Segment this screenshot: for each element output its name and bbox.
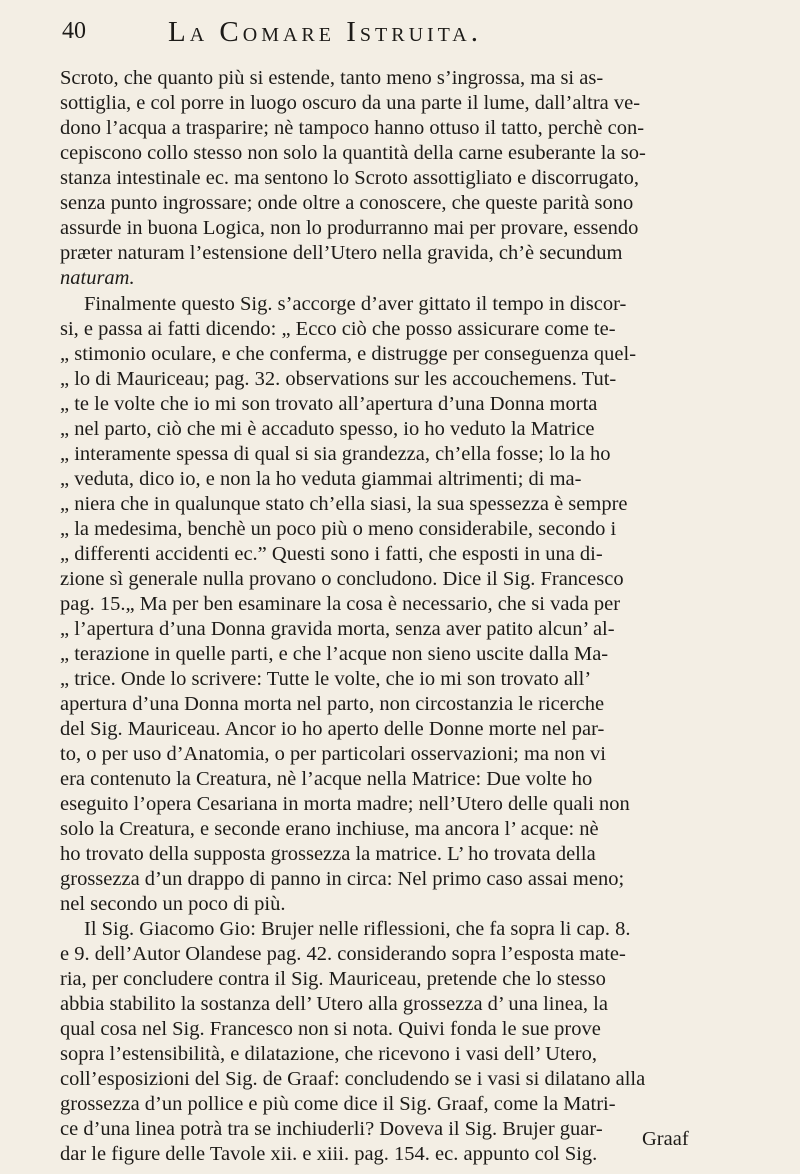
text-line: „ interamente spessa di qual si sia grandezza, ch’ella fosse; lo la ho: [60, 443, 611, 465]
catchword: Graaf: [642, 1128, 689, 1150]
text-line: naturam.: [60, 267, 135, 289]
text-line: grossezza d’un drappo di panno in circa: Nel primo caso assai meno;: [60, 868, 625, 890]
text-line: dar le figure delle Tavole xii. e xiii. pag. 154. ec. appunto col Sig.: [60, 1143, 598, 1165]
text-line: ho trovato della supposta grossezza la matrice. L’ ho trovata della: [60, 843, 596, 865]
text-line: zione sì generale nulla provano o concludono. Dice il Sig. Francesco: [60, 568, 624, 590]
text-line: to, o per uso d’Anatomia, o per particolari osservazioni; ma non vi: [60, 743, 606, 765]
text-line: sottiglia, e col porre in luogo oscuro da una parte il lume, dall’altra ve-: [60, 92, 641, 114]
text-line: „ niera che in qualunque stato ch’ella siasi, la sua spessezza è sempre: [60, 493, 628, 515]
text-line: „ te le volte che io mi son trovato all’apertura d’una Donna morta: [60, 393, 598, 415]
text-line: del Sig. Mauriceau. Ancor io ho aperto delle Donne morte nel par-: [60, 718, 605, 740]
page-header: [0, 18, 800, 58]
text-line: sopra l’estensibilità, e dilatazione, che ricevono i vasi dell’ Utero,: [60, 1043, 597, 1065]
text-line: eseguito l’opera Cesariana in morta madre; nell’Utero delle quali non: [60, 793, 630, 815]
running-head: La Comare Istruita.: [168, 16, 482, 48]
text-line: si, e passa ai fatti dicendo: „ Ecco ciò che posso assicurare come te-: [60, 318, 616, 340]
text-line: Il Sig. Giacomo Gio: Brujer nelle riflessioni, che fa sopra li cap. 8.: [84, 918, 631, 940]
page-number: 40: [62, 18, 86, 44]
text-line: qual cosa nel Sig. Francesco non si nota. Quivi fonda le sue prove: [60, 1018, 601, 1040]
text-line: grossezza d’un pollice e più come dice il Sig. Graaf, come la Matri-: [60, 1093, 616, 1115]
text-line: „ differenti accidenti ec.” Questi sono i fatti, che esposti in una di-: [60, 543, 603, 565]
body-text: [60, 64, 780, 1164]
text-line: „ stimonio oculare, e che conferma, e distrugge per conseguenza quel-: [60, 343, 637, 365]
text-line: „ trice. Onde lo scrivere: Tutte le volte, che io mi son trovato all’: [60, 668, 592, 690]
text-line: abbia stabilito la sostanza dell’ Utero alla grossezza d’ una linea, la: [60, 993, 608, 1015]
text-line: Scroto, che quanto più si estende, tanto meno s’ingrossa, ma si as-: [60, 67, 604, 89]
text-line: ce d’una linea potrà tra se inchiuderli? Doveva il Sig. Brujer guar-: [60, 1118, 603, 1140]
text-line: apertura d’una Donna morta nel parto, non circostanzia le ricerche: [60, 693, 605, 715]
text-line: e 9. dell’Autor Olandese pag. 42. considerando sopra l’esposta mate-: [60, 943, 626, 965]
text-line: stanza intestinale ec. ma sentono lo Scroto assottigliato e discorrugato,: [60, 167, 639, 189]
text-line: solo la Creatura, e seconde erano inchiuse, ma ancora l’ acque: nè: [60, 818, 599, 840]
text-line: senza punto ingrossare; onde oltre a conoscere, che queste parità sono: [60, 192, 634, 214]
text-line: assurde in buona Logica, non lo produrranno mai per provare, essendo: [60, 217, 639, 239]
text-line: „ veduta, dico io, e non la ho veduta giammai altrimenti; di ma-: [60, 468, 582, 490]
text-line: „ nel parto, ciò che mi è accaduto spesso, io ho veduto la Matrice: [60, 418, 595, 440]
text-line: coll’esposizioni del Sig. de Graaf: concludendo se i vasi si dilatano alla: [60, 1068, 646, 1090]
text-line: præter naturam l’estensione dell’Utero nella gravida, ch’è secundum: [60, 242, 623, 264]
text-line: „ l’apertura d’una Donna gravida morta, senza aver patito alcun’ al-: [60, 618, 615, 640]
text-line: ria, per concludere contra il Sig. Mauriceau, pretende che lo stesso: [60, 968, 606, 990]
text-line: „ la medesima, benchè un poco più o meno considerabile, secondo i: [60, 518, 617, 540]
text-line: „ terazione in quelle parti, e che l’acque non sieno uscite dalla Ma-: [60, 643, 609, 665]
text-line: cepiscono collo stesso non solo la quantità della carne esuberante la so-: [60, 142, 646, 164]
text-line: „ lo di Mauriceau; pag. 32. observations sur les accouchemens. Tut-: [60, 368, 617, 390]
text-line: pag. 15.„ Ma per ben esaminare la cosa è necessario, che si vada per: [60, 593, 621, 615]
text-line: Finalmente questo Sig. s’accorge d’aver gittato il tempo in discor-: [84, 293, 627, 315]
text-line: era contenuto la Creatura, nè l’acque nella Matrice: Due volte ho: [60, 768, 593, 790]
text-line: nel secondo un poco di più.: [60, 893, 286, 915]
text-line: dono l’acqua a trasparire; nè tampoco hanno ottuso il tatto, perchè con-: [60, 117, 645, 139]
